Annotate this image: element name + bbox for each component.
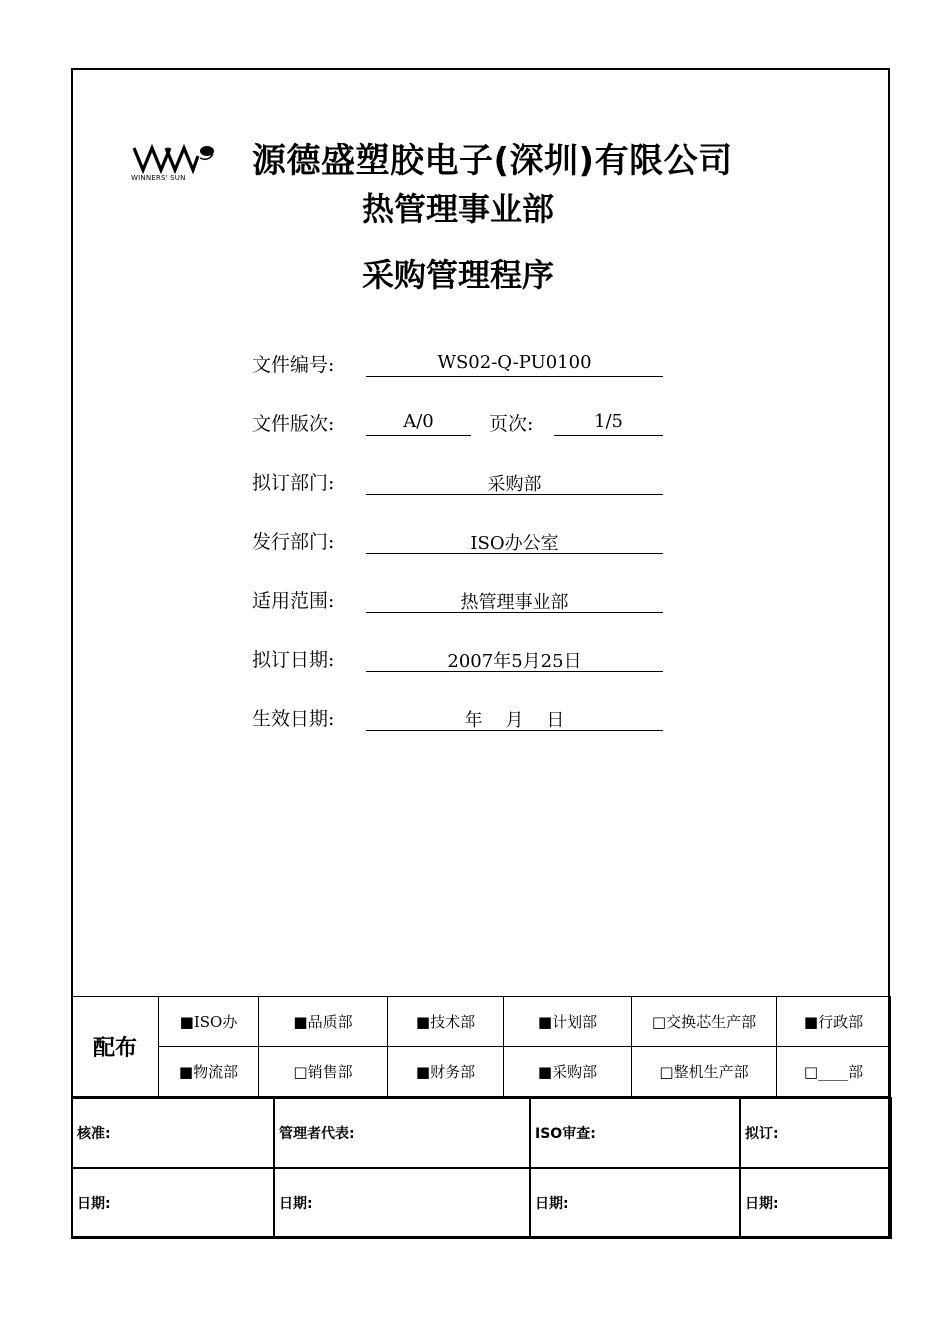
signoff-date: 日期: — [72, 1168, 274, 1238]
dist-item: □____部 — [777, 1047, 891, 1097]
field-label: 文件版次: — [252, 413, 335, 435]
field-value-draft-date: 2007年5月25日 — [366, 647, 663, 672]
signoff-date: 日期: — [274, 1168, 530, 1238]
dist-item: ■行政部 — [777, 997, 891, 1047]
field-label-page: 页次: — [489, 413, 534, 435]
signoff-table — [71, 1097, 892, 1239]
field-value-scope: 热管理事业部 — [366, 588, 663, 613]
dist-item: ■计划部 — [504, 997, 632, 1047]
division-name: 热管理事业部 — [362, 190, 555, 228]
field-value-version: A/0 — [366, 411, 471, 436]
field-label: 拟订部门: — [252, 472, 335, 494]
dist-item: ■采购部 — [504, 1047, 632, 1097]
dist-item: ■技术部 — [388, 997, 504, 1047]
company-name: 源德盛塑胶电子(深圳)有限公司 — [252, 141, 733, 181]
signoff-iso-review: ISO审查: — [530, 1098, 740, 1168]
field-label: 发行部门: — [252, 531, 335, 553]
field-value-issuing-dept: ISO办公室 — [366, 529, 663, 554]
distribution-table — [71, 996, 891, 1097]
field-value-drafting-dept: 采购部 — [366, 470, 663, 495]
field-label: 拟订日期: — [252, 649, 335, 671]
dist-item: ■ISO办 — [159, 997, 259, 1047]
document-title: 采购管理程序 — [362, 256, 555, 294]
field-value-page: 1/5 — [554, 411, 663, 436]
field-label: 文件编号: — [252, 354, 335, 376]
distribution-label: 配布 — [72, 997, 159, 1097]
field-label: 生效日期: — [252, 708, 335, 730]
logo-caption: WINNERS' SUN — [131, 174, 186, 182]
field-value-doc-no: WS02-Q-PU0100 — [366, 352, 663, 377]
dist-item: ■品质部 — [259, 997, 388, 1047]
signoff-approve: 核准: — [72, 1098, 274, 1168]
signoff-drafter: 拟订: — [740, 1098, 891, 1168]
field-label: 适用范围: — [252, 590, 335, 612]
dist-item: ■财务部 — [388, 1047, 504, 1097]
dist-item: ■物流部 — [159, 1047, 259, 1097]
signoff-date: 日期: — [740, 1168, 891, 1238]
dist-item: □整机生产部 — [632, 1047, 777, 1097]
dist-item: □销售部 — [259, 1047, 388, 1097]
signoff-management-rep: 管理者代表: — [274, 1098, 530, 1168]
field-value-effective-date: 年 月 日 — [366, 706, 663, 731]
dist-item: □交换芯生产部 — [632, 997, 777, 1047]
signoff-date: 日期: — [530, 1168, 740, 1238]
